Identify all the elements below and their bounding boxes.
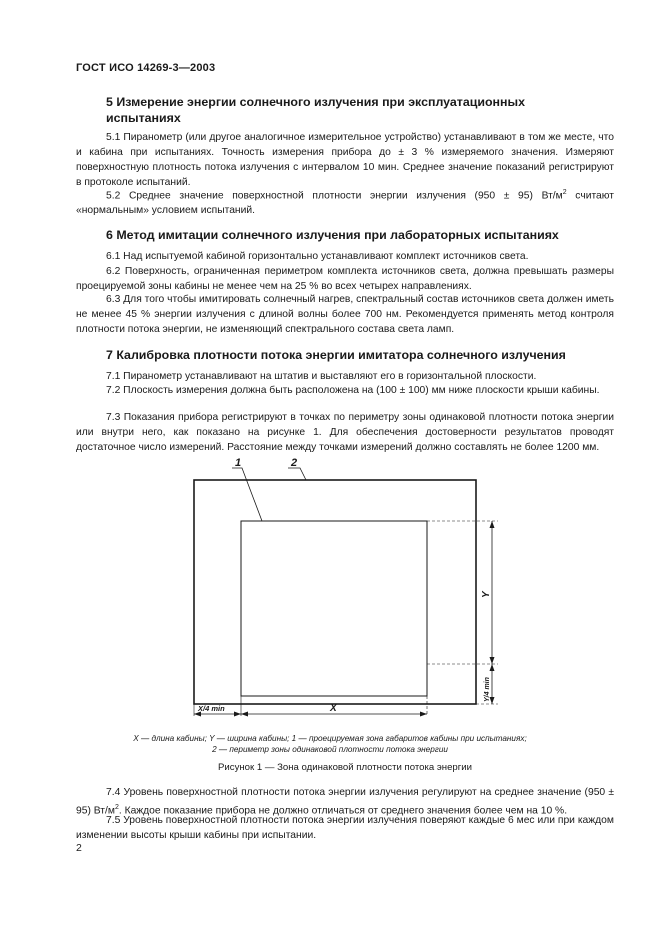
section-5-title-line1: 5 Измерение энергии солнечного излучения при эксплуатационных — [106, 95, 525, 109]
cabin-zone-rect — [241, 521, 427, 696]
section-7-title: 7 Калибровка плотности потока энергии имитатора солнечного излучения — [106, 348, 566, 362]
outer-zone-rect — [194, 480, 476, 704]
para-6-1: 6.1 Над испытуемой кабиной горизонтально устанавливают комплект источников света. — [106, 251, 529, 262]
para-6-3: 6.3 Для того чтобы имитировать солнечный нагрев, спектральный состав источников света должен иметь не менее 45 % энергии излучения с длиной волны более 700 нм. Рекомендуется применять метод контроля плотности потока энергии, не изменяющий спектрального состава света ламп. — [76, 294, 614, 335]
para-7-4-text-end: . Каждое показание прибора не должно отличаться от среднего значения более чем на 10 %. — [118, 805, 568, 817]
dim-arrow — [490, 657, 495, 664]
section-5-title-line2: испытаниях — [106, 111, 181, 125]
para-7-2: 7.2 Плоскость измерения должна быть расположена на (100 ± 100) мм ниже плоскости крыши кабины. — [106, 385, 600, 396]
figure-title: Рисунок 1 — Зона одинаковой плотности потока энергии — [218, 762, 472, 773]
label-1: 1 — [235, 457, 242, 469]
leader-line-2 — [288, 468, 306, 480]
leader-line-1 — [232, 468, 262, 521]
dim-arrow — [241, 712, 248, 717]
section-6-title: 6 Метод имитации солнечного излучения при лабораторных испытаниях — [106, 228, 559, 242]
dim-arrow — [490, 521, 495, 528]
para-7-4-text: 7.4 Уровень поверхностной плотности потока энергии излучения регулируют на среднее значение (950 ± 95) Вт/м — [76, 787, 614, 817]
label-y: Y — [481, 591, 492, 598]
figure-1-diagram — [180, 454, 520, 726]
dim-arrow — [420, 712, 427, 717]
figure-caption-line2: 2 — периметр зоны одинаковой плотности потока энергии — [212, 745, 448, 754]
dim-arrow — [490, 664, 495, 671]
label-x: X — [330, 703, 337, 714]
superscript: 2 — [114, 804, 119, 811]
para-7-5: 7.5 Уровень поверхностной плотности потока энергии излучения поверяют каждые 6 мес или при каждом изменении высоты крыши кабины при испытании. — [76, 815, 614, 841]
label-2: 2 — [291, 457, 298, 469]
superscript: 2 — [562, 189, 567, 196]
para-7-3: 7.3 Показания прибора регистрируют в точках по периметру зоны одинаковой плотности потока энергии или внутри него, как показано на рисунке 1. Для обеспечения достоверности результатов проводят достаточное число измерений. Расстояние между точками измерений должно составлять не более 1200 мм. — [76, 412, 614, 453]
label-x4: X/4 min — [198, 704, 225, 713]
section-5-title — [106, 94, 586, 126]
dim-arrow — [234, 712, 241, 717]
figure-caption-line1: X — длина кабины; Y — ширина кабины; 1 — проецируемая зона габаритов кабины при испытаниях; — [133, 734, 527, 743]
para-6-2: 6.2 Поверхность, ограниченная периметром комплекта источников света, должна превышать размеры проецируемой зоны кабины не менее чем на 25 % во всех четырех направлениях. — [76, 266, 614, 292]
para-5-2-text: 5.2 Среднее значение поверхностной плотности энергии излучения (950 ± 95) Вт/м — [106, 190, 563, 202]
page-header: ГОСТ ИСО 14269-3—2003 — [76, 62, 216, 74]
label-y4: Y/4 min — [484, 677, 491, 702]
para-5-1: 5.1 Пиранометр (или другое аналогичное измерительное устройство) устанавливают в том же месте, что и кабина при испытаниях. Точность измерения прибора до ± 3 % измеряемого значения. Измеряют поверхностную плотность потока излучения с интервалом 10 мин. Среднее значение показаний регистрируют в протоколе испытаний. — [76, 132, 614, 188]
page-number: 2 — [76, 842, 82, 854]
para-7-1: 7.1 Пиранометр устанавливают на штатив и выставляют его в горизонтальной плоскости. — [106, 371, 537, 382]
figure-caption — [80, 733, 580, 755]
para-5-2-text-end: считают «нормальным» условием испытаний. — [76, 190, 614, 217]
para-5-2 — [76, 185, 614, 218]
